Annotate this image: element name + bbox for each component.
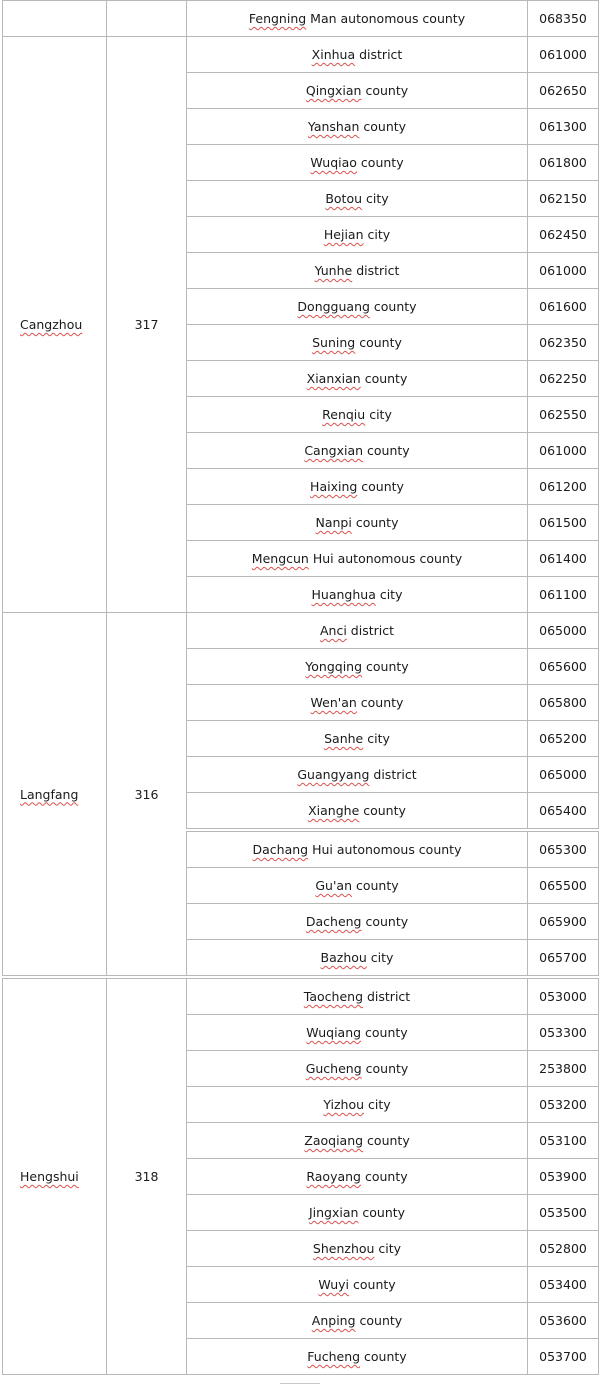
- district-type: county: [362, 659, 409, 674]
- district-type: Man autonomous county: [306, 11, 466, 26]
- city-name: Cangzhou: [20, 317, 83, 332]
- district-type: Hui autonomous county: [308, 551, 463, 566]
- district-name: Gu'an: [315, 878, 352, 893]
- postcode-cell: 062350: [528, 325, 599, 361]
- postcode-cell: 061000: [528, 253, 599, 289]
- district-name: Renqiu: [322, 407, 366, 422]
- city-cell: [3, 1, 107, 37]
- district-cell: [187, 1015, 528, 1051]
- postcode-cell: 053700: [528, 1339, 599, 1375]
- postcode-cell: 061300: [528, 109, 599, 145]
- district-cell: [187, 361, 528, 397]
- district-type: county: [360, 1349, 407, 1364]
- postcode-cell: 061100: [528, 577, 599, 613]
- postcode-cell: 053200: [528, 1087, 599, 1123]
- district-cell: [187, 1087, 528, 1123]
- district-name: Botou: [325, 191, 363, 206]
- district-name: Xinhua: [311, 47, 356, 62]
- postcode-cell: 061400: [528, 541, 599, 577]
- district-name: Anping: [311, 1313, 356, 1328]
- district-type: district: [369, 767, 417, 782]
- area-code-cell: 316: [107, 613, 187, 978]
- postcode-cell: 053100: [528, 1123, 599, 1159]
- district-name: Wen'an: [310, 695, 357, 710]
- district-name: Wuqiang: [306, 1025, 362, 1040]
- district-type: district: [352, 263, 400, 278]
- district-cell: [187, 757, 528, 793]
- district-type: county: [355, 335, 402, 350]
- area-code-cell: 318: [107, 977, 187, 1375]
- district-name: Jingxian: [308, 1205, 359, 1220]
- postcode-cell: 061500: [528, 505, 599, 541]
- district-name: Hejian: [323, 227, 364, 242]
- district-cell: [187, 1195, 528, 1231]
- district-cell: [187, 289, 528, 325]
- district-cell: [187, 253, 528, 289]
- postcode-cell: 061000: [528, 433, 599, 469]
- district-type: county: [358, 1205, 406, 1220]
- district-type: county: [369, 299, 417, 314]
- district-name: Dachang: [252, 842, 309, 857]
- city-name: Hengshui: [20, 1169, 79, 1184]
- district-cell: [187, 469, 528, 505]
- district-cell: [187, 1, 528, 37]
- district-name: Xianxian: [306, 371, 361, 386]
- district-type: district: [363, 989, 411, 1004]
- district-cell: [187, 721, 528, 757]
- district-type: city: [375, 587, 403, 602]
- district-name: Xianghe: [308, 803, 360, 818]
- district-type: city: [362, 191, 389, 206]
- district-type: county: [357, 479, 404, 494]
- district-name: Shenzhou: [312, 1241, 375, 1256]
- district-name: Guangyang: [297, 767, 370, 782]
- postcode-cell: 061600: [528, 289, 599, 325]
- postcode-cell: 062650: [528, 73, 599, 109]
- table-row: [3, 613, 599, 649]
- table-row: [3, 977, 599, 1015]
- postcode-cell: 065000: [528, 613, 599, 649]
- district-name: Anci: [319, 623, 347, 638]
- district-name: Qingxian: [305, 83, 362, 98]
- district-type: district: [346, 623, 394, 638]
- city-name-cell: [3, 37, 107, 613]
- district-cell: [187, 181, 528, 217]
- postcode-cell: 065300: [528, 830, 599, 868]
- district-name: Huanghua: [311, 587, 376, 602]
- page-footer-mark: [280, 1383, 320, 1384]
- district-name: Cangxian: [304, 443, 364, 458]
- district-cell: [187, 940, 528, 978]
- district-name: Fengning: [248, 11, 307, 26]
- district-type: city: [363, 227, 391, 242]
- district-type: city: [366, 950, 394, 965]
- postcode-cell: 061000: [528, 37, 599, 73]
- district-type: county: [361, 1061, 409, 1076]
- district-cell: [187, 868, 528, 904]
- district-cell: [187, 541, 528, 577]
- area-code-cell: [107, 1, 187, 37]
- postcode-cell: 065200: [528, 721, 599, 757]
- district-cell: [187, 577, 528, 613]
- district-type: county: [359, 803, 406, 818]
- district-cell: [187, 217, 528, 253]
- district-cell: [187, 904, 528, 940]
- district-name: Bazhou: [320, 950, 367, 965]
- district-cell: [187, 397, 528, 433]
- district-cell: [187, 793, 528, 831]
- postcode-cell: 065800: [528, 685, 599, 721]
- district-cell: [187, 1123, 528, 1159]
- district-type: city: [365, 407, 392, 422]
- district-type: Hui autonomous county: [308, 842, 462, 857]
- postcode-cell: 065500: [528, 868, 599, 904]
- district-cell: [187, 830, 528, 868]
- district-name: Mengcun: [251, 551, 309, 566]
- postcode-cell: 053900: [528, 1159, 599, 1195]
- postcode-cell: 065600: [528, 649, 599, 685]
- postcode-cell: 053000: [528, 977, 599, 1015]
- district-name: Yunhe: [314, 263, 353, 278]
- district-cell: [187, 109, 528, 145]
- district-name: Gucheng: [305, 1061, 362, 1076]
- district-type: county: [349, 1277, 396, 1292]
- district-type: county: [361, 914, 409, 929]
- district-type: county: [361, 83, 409, 98]
- district-name: Sanhe: [324, 731, 364, 746]
- district-cell: [187, 37, 528, 73]
- district-type: county: [351, 515, 399, 530]
- postcode-cell: 065900: [528, 904, 599, 940]
- district-cell: [187, 977, 528, 1015]
- district-type: city: [363, 731, 390, 746]
- district-cell: [187, 1339, 528, 1375]
- district-name: Raoyang: [306, 1169, 361, 1184]
- district-cell: [187, 613, 528, 649]
- district-type: district: [355, 47, 403, 62]
- district-type: county: [361, 1169, 408, 1184]
- district-name: Zaoqiang: [304, 1133, 364, 1148]
- district-type: county: [360, 371, 408, 386]
- postcode-cell: 062450: [528, 217, 599, 253]
- district-name: Dongguang: [297, 299, 370, 314]
- postcode-cell: 053300: [528, 1015, 599, 1051]
- district-name: Wuyi: [318, 1277, 350, 1292]
- district-cell: [187, 325, 528, 361]
- district-cell: [187, 1159, 528, 1195]
- district-type: county: [356, 155, 404, 170]
- district-type: county: [363, 1133, 410, 1148]
- district-type: county: [355, 1313, 403, 1328]
- city-name: Langfang: [20, 786, 79, 802]
- postcode-cell: 062250: [528, 361, 599, 397]
- district-name: Fucheng: [307, 1349, 361, 1364]
- postcode-cell: 052800: [528, 1231, 599, 1267]
- district-type: county: [352, 878, 399, 893]
- district-name: Dacheng: [305, 914, 362, 929]
- district-type: county: [359, 119, 407, 134]
- district-type: city: [374, 1241, 402, 1256]
- district-name: Yongqing: [305, 659, 363, 674]
- district-name: Yizhou: [323, 1097, 365, 1112]
- district-type: county: [363, 443, 410, 458]
- postcode-cell: 053500: [528, 1195, 599, 1231]
- district-cell: [187, 433, 528, 469]
- district-type: city: [364, 1097, 391, 1112]
- district-cell: [187, 1267, 528, 1303]
- district-cell: [187, 1231, 528, 1267]
- postcode-cell: 065400: [528, 793, 599, 831]
- postcode-cell: 053600: [528, 1303, 599, 1339]
- postcode-cell: 065700: [528, 940, 599, 978]
- postcode-cell: 065000: [528, 757, 599, 793]
- district-cell: [187, 505, 528, 541]
- table-row: [3, 37, 599, 73]
- postcode-cell: 061800: [528, 145, 599, 181]
- postcode-cell: 068350: [528, 1, 599, 37]
- district-name: Suning: [312, 335, 356, 350]
- postcode-cell: 062150: [528, 181, 599, 217]
- district-type: county: [356, 695, 404, 710]
- postcode-cell: 061200: [528, 469, 599, 505]
- postcode-cell: 062550: [528, 397, 599, 433]
- postcode-cell: 253800: [528, 1051, 599, 1087]
- table-row: [3, 1, 599, 37]
- district-cell: [187, 685, 528, 721]
- district-name: Yanshan: [307, 119, 360, 134]
- table-body: [3, 1, 599, 1375]
- district-name: Wuqiao: [310, 155, 357, 170]
- district-name: Haixing: [310, 479, 358, 494]
- district-cell: [187, 1303, 528, 1339]
- district-cell: [187, 1051, 528, 1087]
- city-name-cell: [3, 613, 107, 978]
- district-name: Nanpi: [315, 515, 352, 530]
- district-type: county: [361, 1025, 408, 1040]
- district-cell: [187, 649, 528, 685]
- district-cell: [187, 73, 528, 109]
- district-cell: [187, 145, 528, 181]
- district-name: Taocheng: [303, 989, 364, 1004]
- area-code-cell: 317: [107, 37, 187, 613]
- postcode-cell: 053400: [528, 1267, 599, 1303]
- postal-code-table: [2, 0, 599, 1375]
- city-name-cell: [3, 977, 107, 1375]
